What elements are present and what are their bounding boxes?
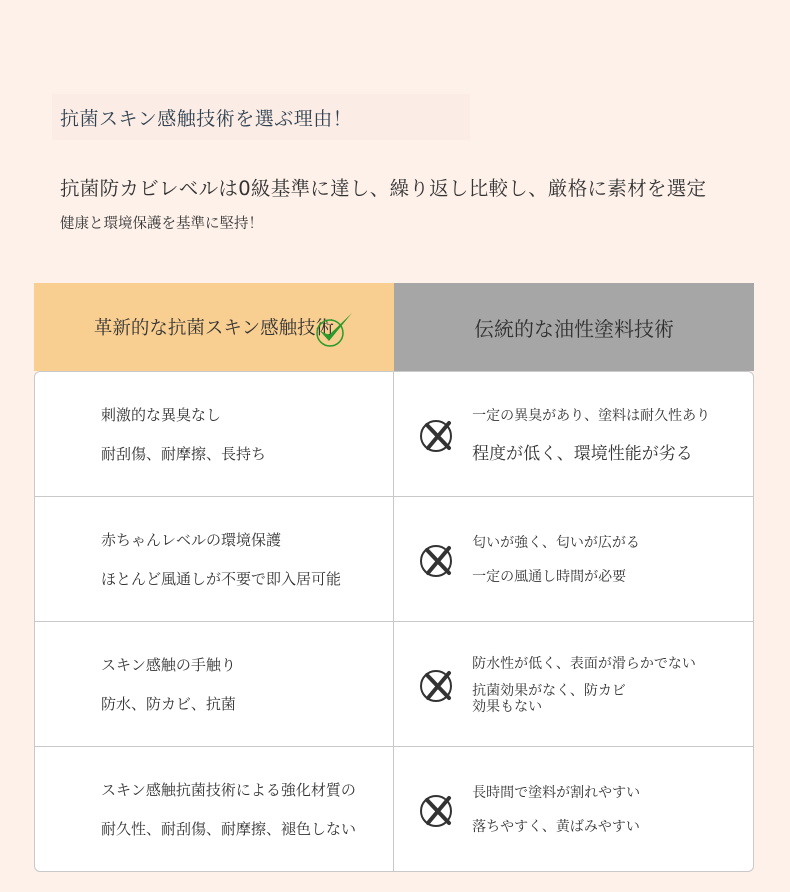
traditional-cell bbox=[394, 497, 753, 621]
table-header bbox=[34, 283, 754, 371]
innovative-point: スキン感触の手触り bbox=[101, 656, 236, 674]
section-title bbox=[52, 94, 470, 140]
innovative-cell bbox=[35, 622, 394, 746]
cross-icon bbox=[420, 667, 456, 703]
traditional-point: 程度が低く、環境性能が劣る bbox=[472, 443, 693, 464]
sub-text: 健康と環境保護を基準に堅持！ bbox=[60, 216, 263, 232]
traditional-point: 匂いが強く、匂いが広がる bbox=[472, 535, 640, 551]
traditional-point: 落ちやすく、黄ばみやすい bbox=[472, 819, 640, 835]
innovative-cell bbox=[35, 497, 394, 621]
header-innovative-label: 革新的な抗菌スキン感触技術 bbox=[93, 318, 335, 339]
innovative-point: 耐刮傷、耐摩擦、長持ち bbox=[101, 445, 267, 463]
traditional-point: 一定の異臭があり、塗料は耐久性あり bbox=[472, 407, 711, 424]
innovative-cell bbox=[35, 372, 394, 496]
traditional-cell bbox=[394, 372, 753, 496]
traditional-point: 一定の風通し時間が必要 bbox=[472, 569, 627, 585]
cross-icon bbox=[420, 417, 456, 453]
traditional-point: 長時間で塗料が割れやすい bbox=[472, 785, 641, 801]
table-row bbox=[35, 372, 753, 497]
innovative-point: 刺激的な異臭なし bbox=[101, 406, 222, 424]
innovative-cell bbox=[35, 747, 394, 871]
innovative-point: 防水、防カビ、抗菌 bbox=[101, 695, 236, 713]
innovative-point: スキン感触抗菌技術による強化材質の bbox=[101, 781, 356, 799]
innovative-point: ほとんど風通しが不要で即入居可能 bbox=[101, 570, 342, 588]
cross-icon bbox=[420, 792, 456, 828]
cross-icon bbox=[420, 542, 456, 578]
traditional-point: 抗菌効果がなく、防カビ効果もない bbox=[472, 683, 626, 715]
header-innovative bbox=[34, 283, 394, 371]
traditional-cell bbox=[394, 622, 753, 746]
table-row bbox=[35, 497, 753, 622]
section-title-text: 抗菌スキン感触技術を選ぶ理由！ bbox=[60, 107, 353, 130]
innovative-point: 耐久性、耐刮傷、耐摩擦、褪色しない bbox=[101, 820, 357, 838]
header-traditional bbox=[394, 283, 754, 371]
header-traditional-label: 伝統的な油性塗料技術 bbox=[474, 316, 674, 341]
traditional-cell bbox=[394, 747, 753, 871]
table-row bbox=[35, 747, 753, 871]
innovative-point: 赤ちゃんレベルの環境保護 bbox=[101, 531, 282, 549]
check-icon bbox=[312, 305, 358, 351]
comparison-table bbox=[34, 283, 754, 872]
table-row bbox=[35, 622, 753, 747]
traditional-point: 防水性が低く、表面が滑らかでない bbox=[472, 656, 696, 672]
table-body bbox=[34, 371, 754, 872]
lead-text: 抗菌防カビレベルは0級基準に達し、繰り返し比較し、厳格に素材を選定 bbox=[60, 177, 707, 200]
